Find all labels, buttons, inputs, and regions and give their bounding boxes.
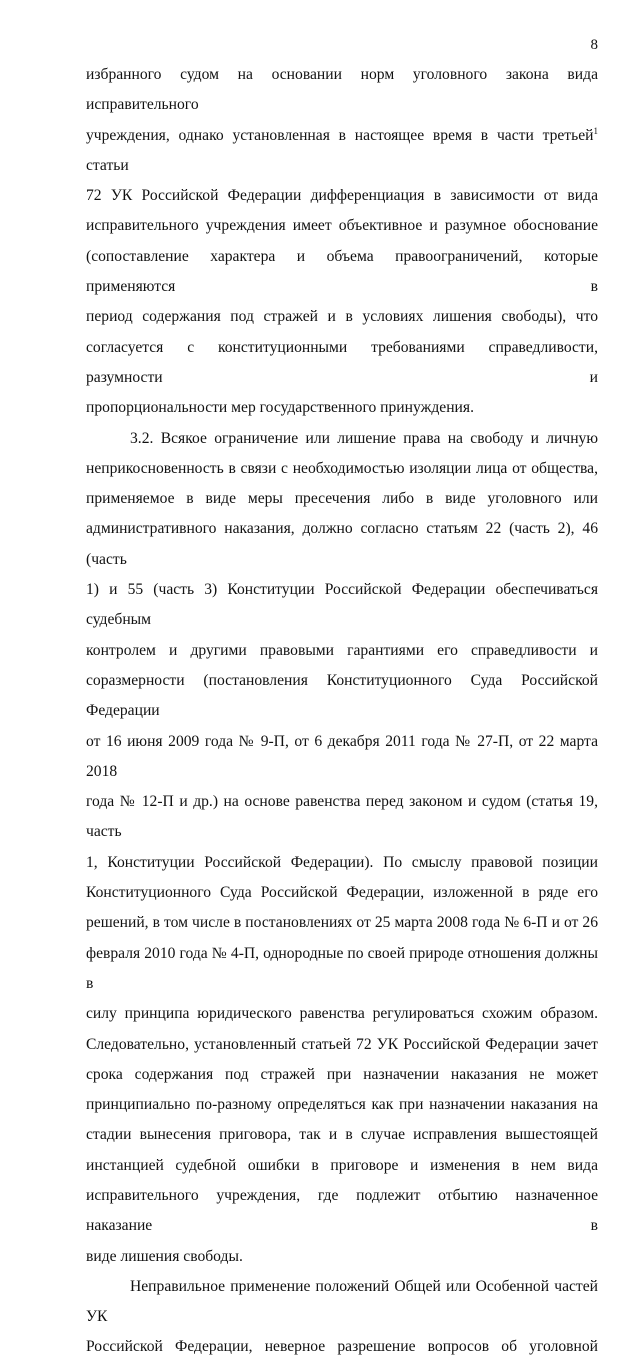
text-line: 1) и 55 (часть 3) Конституции Российской Федерации обеспечиваться судебным	[86, 581, 598, 629]
text-line: исправительного учреждения, где подлежит отбытию назначенное наказание в	[86, 1186, 598, 1235]
paragraph-3	[86, 1272, 598, 1363]
text-line: пропорциональности мер государственного принуждения.	[86, 399, 474, 417]
text-line: неприкосновенность в связи с необходимостью изоляции лица от общества,	[86, 459, 598, 477]
text-line: принципиально по-разному определяться как при назначении наказания на	[86, 1096, 598, 1114]
text-line: Следовательно, установленный статьей 72 УК Российской Федерации зачет	[86, 1035, 598, 1053]
text-line: февраля 2010 года № 4-П, однородные по своей природе отношения должны в	[86, 944, 598, 992]
page-number: 8	[590, 37, 598, 53]
text-line: 3.2. Всякое ограничение или лишение права на свободу и личную	[130, 429, 598, 447]
text-line: контролем и другими правовыми гарантиями его справедливости и	[86, 641, 598, 659]
text-line: Конституционного Суда Российской Федерации, изложенной в ряде его	[86, 884, 598, 902]
text-line: согласуется с конституционными требованиями справедливости, разумности и	[86, 338, 598, 386]
text-line: период содержания под стражей и в условиях лишения свободы), что	[86, 308, 598, 326]
text-line-part: учреждения, однако установленная в настоящее время в части третьей	[86, 126, 594, 144]
text-line: избранного судом на основании норм уголовного закона вида исправительного	[86, 66, 598, 114]
body-text	[86, 60, 598, 1363]
text-line: срока содержания под стражей при назначении наказания не может	[86, 1065, 598, 1083]
text-line: 72 УК Российской Федерации дифференциация в зависимости от вида	[86, 187, 598, 205]
text-line: соразмерности (постановления Конституционного Суда Российской Федерации	[86, 671, 598, 720]
text-line: 1, Конституции Российской Федерации). По смыслу правовой позиции	[86, 853, 598, 871]
paragraph-1	[86, 60, 598, 424]
footnote-mark[interactable]: 1	[593, 125, 598, 136]
text-line: (сопоставление характера и объема правоограничений, которые применяются в	[86, 247, 598, 296]
text-line: Российской Федерации, неверное разрешение вопросов об уголовной	[86, 1338, 598, 1356]
text-line: стадии вынесения приговора, так и в случае исправления вышестоящей	[86, 1126, 598, 1144]
text-line: года № 12-П и др.) на основе равенства перед законом и судом (статья 19, часть	[86, 793, 598, 841]
text-line-with-footnote	[86, 121, 598, 182]
text-line: виде лишения свободы.	[86, 1247, 243, 1265]
text-line: силу принципа юридического равенства регулироваться схожим образом.	[86, 1005, 598, 1023]
paragraph-2	[86, 424, 598, 1272]
text-line: административного наказания, должно согласно статьям 22 (часть 2), 46 (часть	[86, 520, 598, 568]
text-line: исправительного учреждения имеет объективное и разумное обоснование	[86, 217, 598, 235]
text-line: от 16 июня 2009 года № 9-П, от 6 декабря 2011 года № 27-П, от 22 марта 2018	[86, 732, 598, 780]
text-line: решений, в том числе в постановлениях от 25 марта 2008 года № 6-П и от 26	[86, 914, 598, 932]
text-line: Неправильное применение положений Общей или Особенной частей УК	[86, 1277, 598, 1326]
text-line: инстанцией судебной ошибки в приговоре и изменения в нем вида	[86, 1156, 598, 1174]
text-line: применяемое в виде меры пресечения либо в виде уголовного или	[86, 490, 598, 508]
text-line-part: статьи	[86, 156, 129, 174]
